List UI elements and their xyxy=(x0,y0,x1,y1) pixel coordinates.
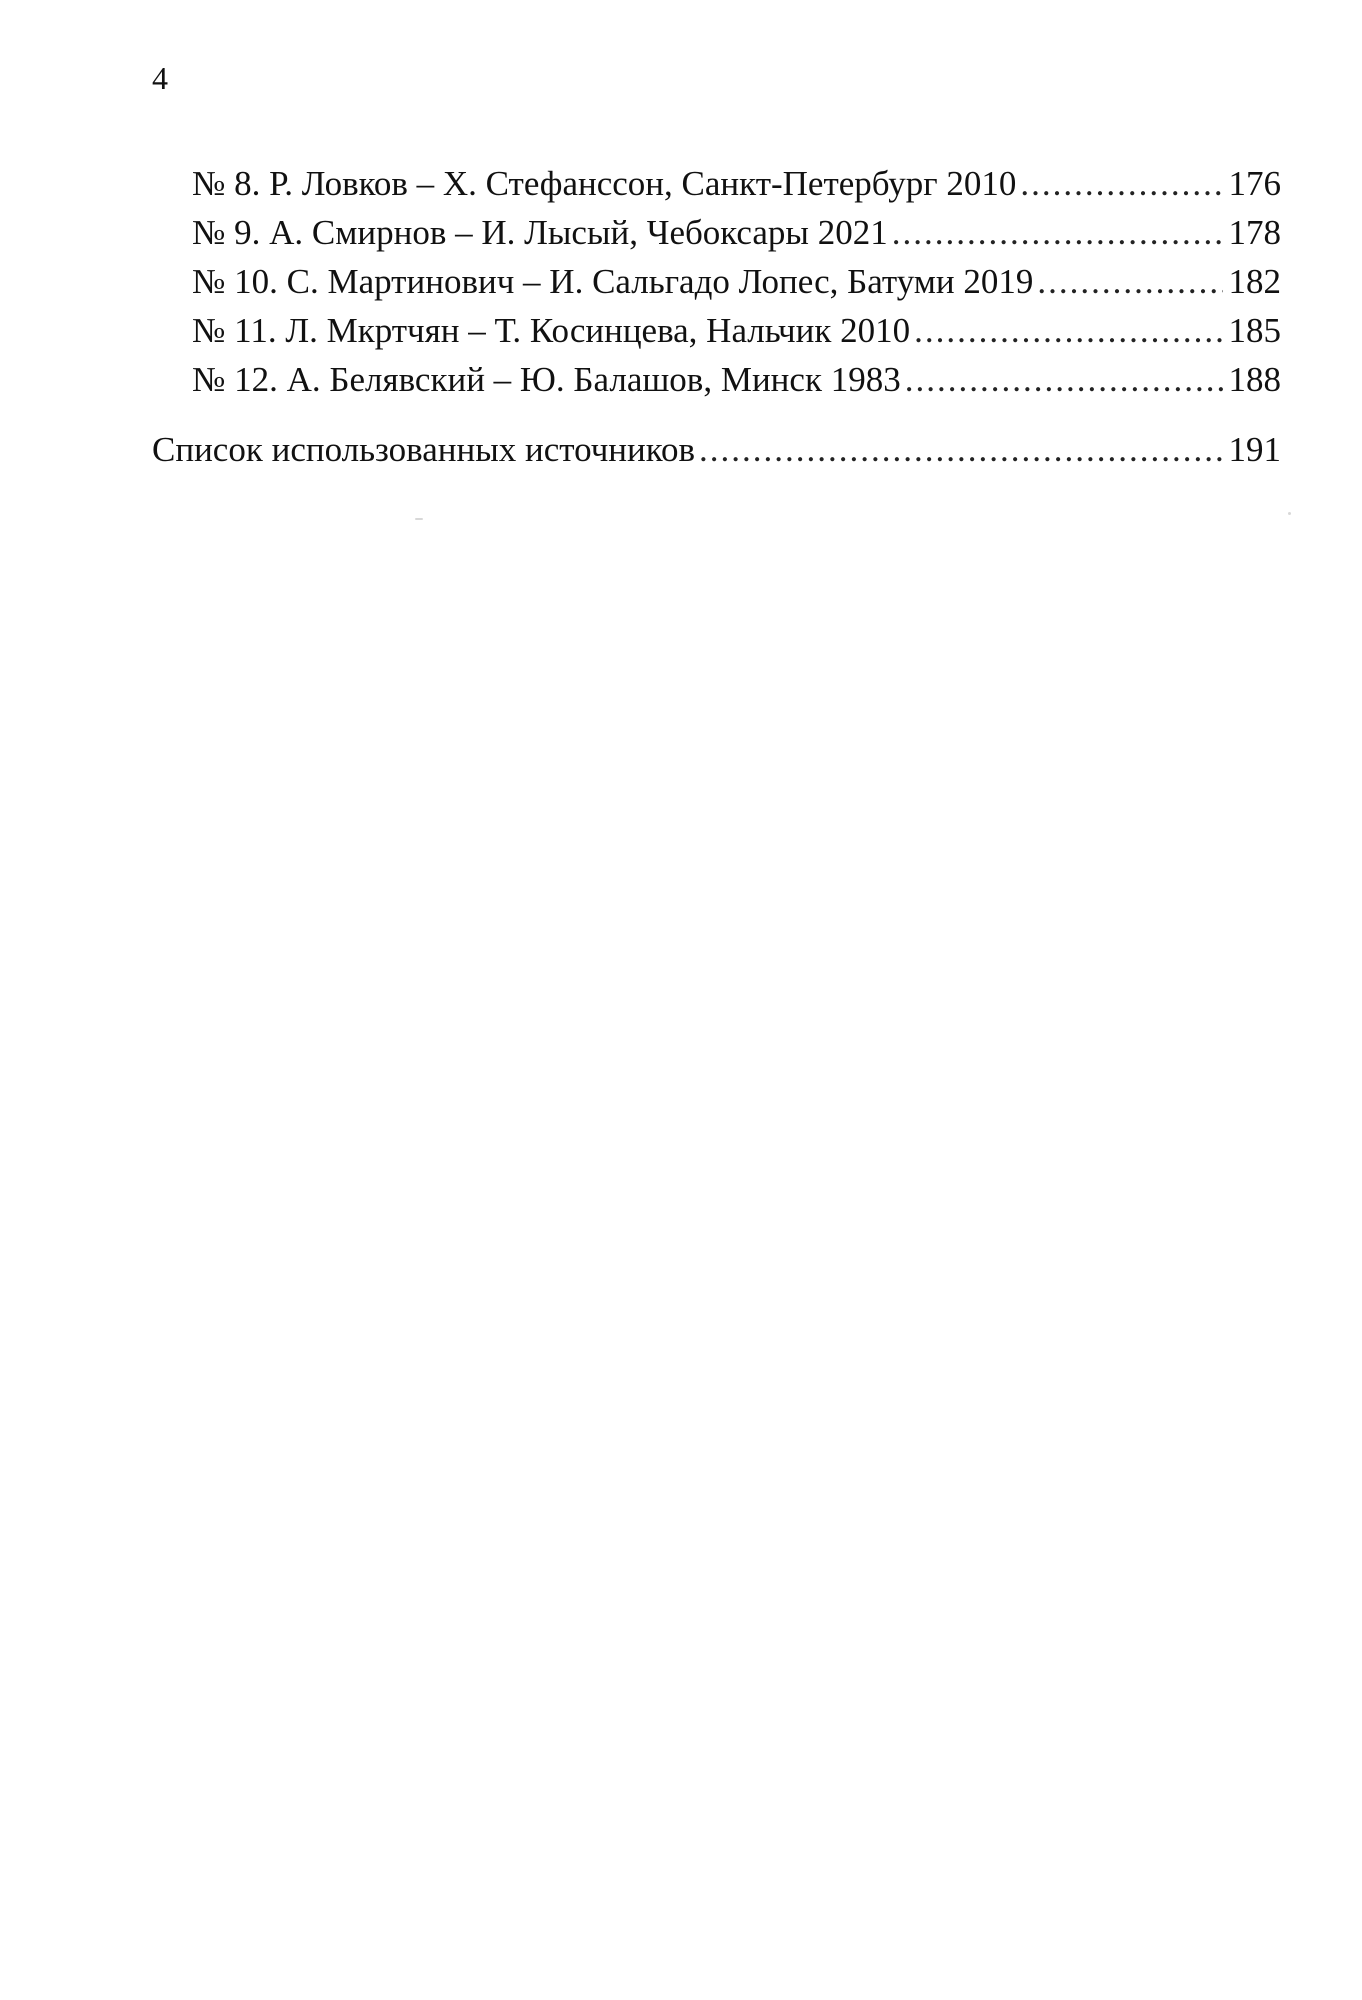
toc-entry-game-11[interactable] xyxy=(192,307,1281,355)
toc-entry-page: 182 xyxy=(1228,262,1281,301)
toc-entry-bibliography[interactable] xyxy=(152,426,1281,474)
dot-leader xyxy=(1037,258,1222,306)
dot-leader xyxy=(914,307,1222,355)
dot-leader xyxy=(699,426,1222,474)
toc-entry-title: № 8. Р. Ловков – Х. Стефанссон, Санкт-Петербург 2010 xyxy=(192,164,1017,203)
toc-entry-game-10[interactable] xyxy=(192,258,1281,306)
toc-entry-title: № 10. С. Мартинович – И. Сальгадо Лопес, Батуми 2019 xyxy=(192,262,1034,301)
dot-leader xyxy=(905,356,1223,404)
toc-entry-game-12[interactable] xyxy=(192,356,1281,404)
page-number: 4 xyxy=(152,60,168,96)
toc-entry-page: 188 xyxy=(1228,360,1281,399)
toc-entry-title: № 12. А. Белявский – Ю. Балашов, Минск 1983 xyxy=(192,360,901,399)
toc-entry-page: 178 xyxy=(1228,213,1281,252)
dot-leader xyxy=(1020,160,1222,208)
toc-entry-page: 191 xyxy=(1228,430,1281,469)
scan-speck xyxy=(1288,512,1291,515)
toc-entry-title: № 11. Л. Мкртчян – Т. Косинцева, Нальчик 2010 xyxy=(192,311,911,350)
toc-entry-title: № 9. А. Смирнов – И. Лысый, Чебоксары 2021 xyxy=(192,213,888,252)
toc-entry-game-8[interactable] xyxy=(192,160,1281,208)
dot-leader xyxy=(892,209,1223,257)
toc-entry-game-9[interactable] xyxy=(192,209,1281,257)
toc-entry-title: Список использованных источников xyxy=(152,430,696,469)
toc-entry-page: 185 xyxy=(1228,311,1281,350)
scan-speck xyxy=(415,518,423,520)
toc-entry-page: 176 xyxy=(1228,164,1281,203)
